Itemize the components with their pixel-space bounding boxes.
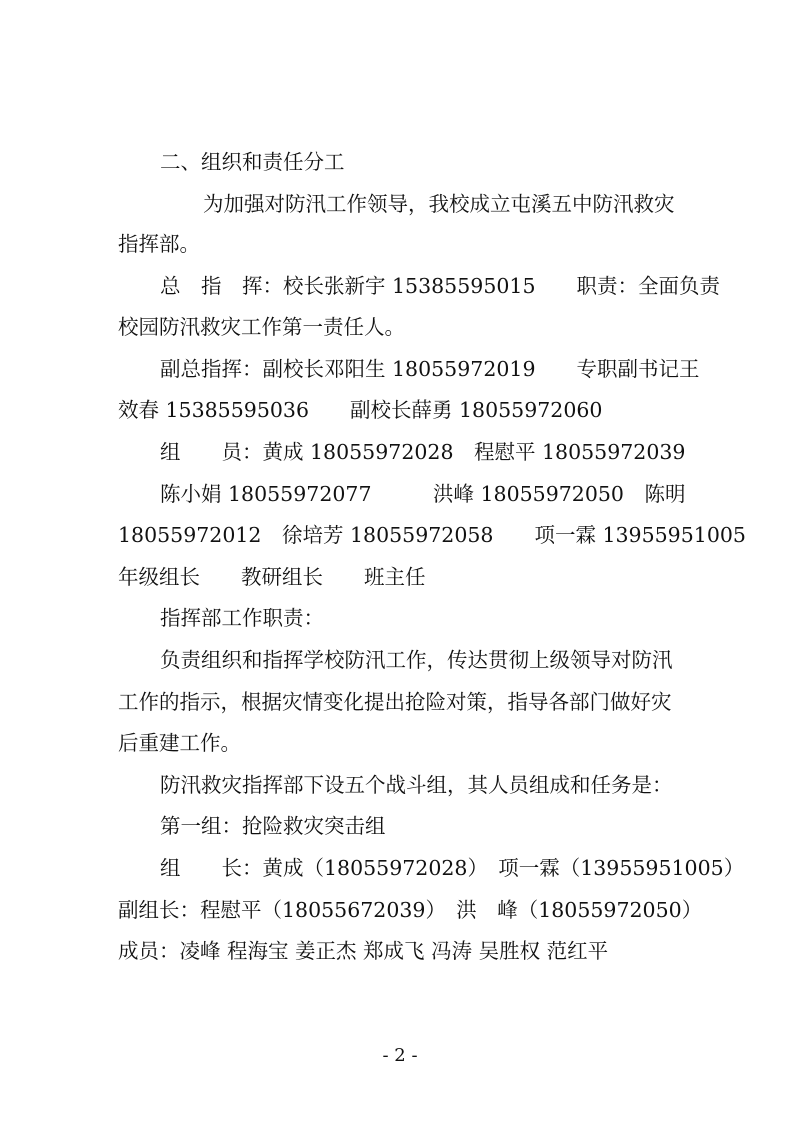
page-number: - 2 - <box>382 1045 418 1066</box>
paragraph-line: 年级组长 教研组长 班主任 <box>118 565 426 589</box>
paragraph-line: 校园防汛救灾工作第一责任人。 <box>118 315 405 339</box>
subheading: 指挥部工作职责： <box>160 606 324 630</box>
paragraph-line: 组 长：黄成（18055972028） 项一霖（13955951005） <box>160 856 745 880</box>
paragraph-line: 效春 15385595036 副校长薛勇 18055972060 <box>118 398 603 422</box>
paragraph-line: 工作的指示，根据灾情变化提出抢险对策，指导各部门做好灾 <box>118 690 672 714</box>
paragraph-line: 负责组织和指挥学校防汛工作，传达贯彻上级领导对防汛 <box>160 648 673 672</box>
subheading: 第一组：抢险救灾突击组 <box>160 814 386 838</box>
paragraph-line: 后重建工作。 <box>118 731 241 755</box>
paragraph-line: 陈小娟 18055972077 洪峰 18055972050 陈明 <box>160 482 686 506</box>
paragraph-line: 为加强对防汛工作领导，我校成立屯溪五中防汛救灾 <box>203 192 675 216</box>
paragraph-line: 副总指挥：副校长邓阳生 18055972019 专职副书记王 <box>160 357 700 381</box>
section-heading: 二、组织和责任分工 <box>160 150 345 174</box>
paragraph-line: 副组长：程慰平（18055672039） 洪 峰（18055972050） <box>118 898 703 922</box>
paragraph-line: 成员：凌峰 程海宝 姜正杰 郑成飞 冯涛 吴胜权 范红平 <box>118 939 609 963</box>
paragraph-line: 总 指 挥：校长张新宇 15385595015 职责：全面负责 <box>160 274 720 298</box>
paragraph-line: 防汛救灾指挥部下设五个战斗组，其人员组成和任务是： <box>160 773 673 797</box>
paragraph-line: 指挥部。 <box>118 232 200 256</box>
paragraph-line: 组 员：黄成 18055972028 程慰平 18055972039 <box>160 440 686 464</box>
paragraph-line: 18055972012 徐培芳 18055972058 项一霖 13955951005 <box>118 523 746 547</box>
